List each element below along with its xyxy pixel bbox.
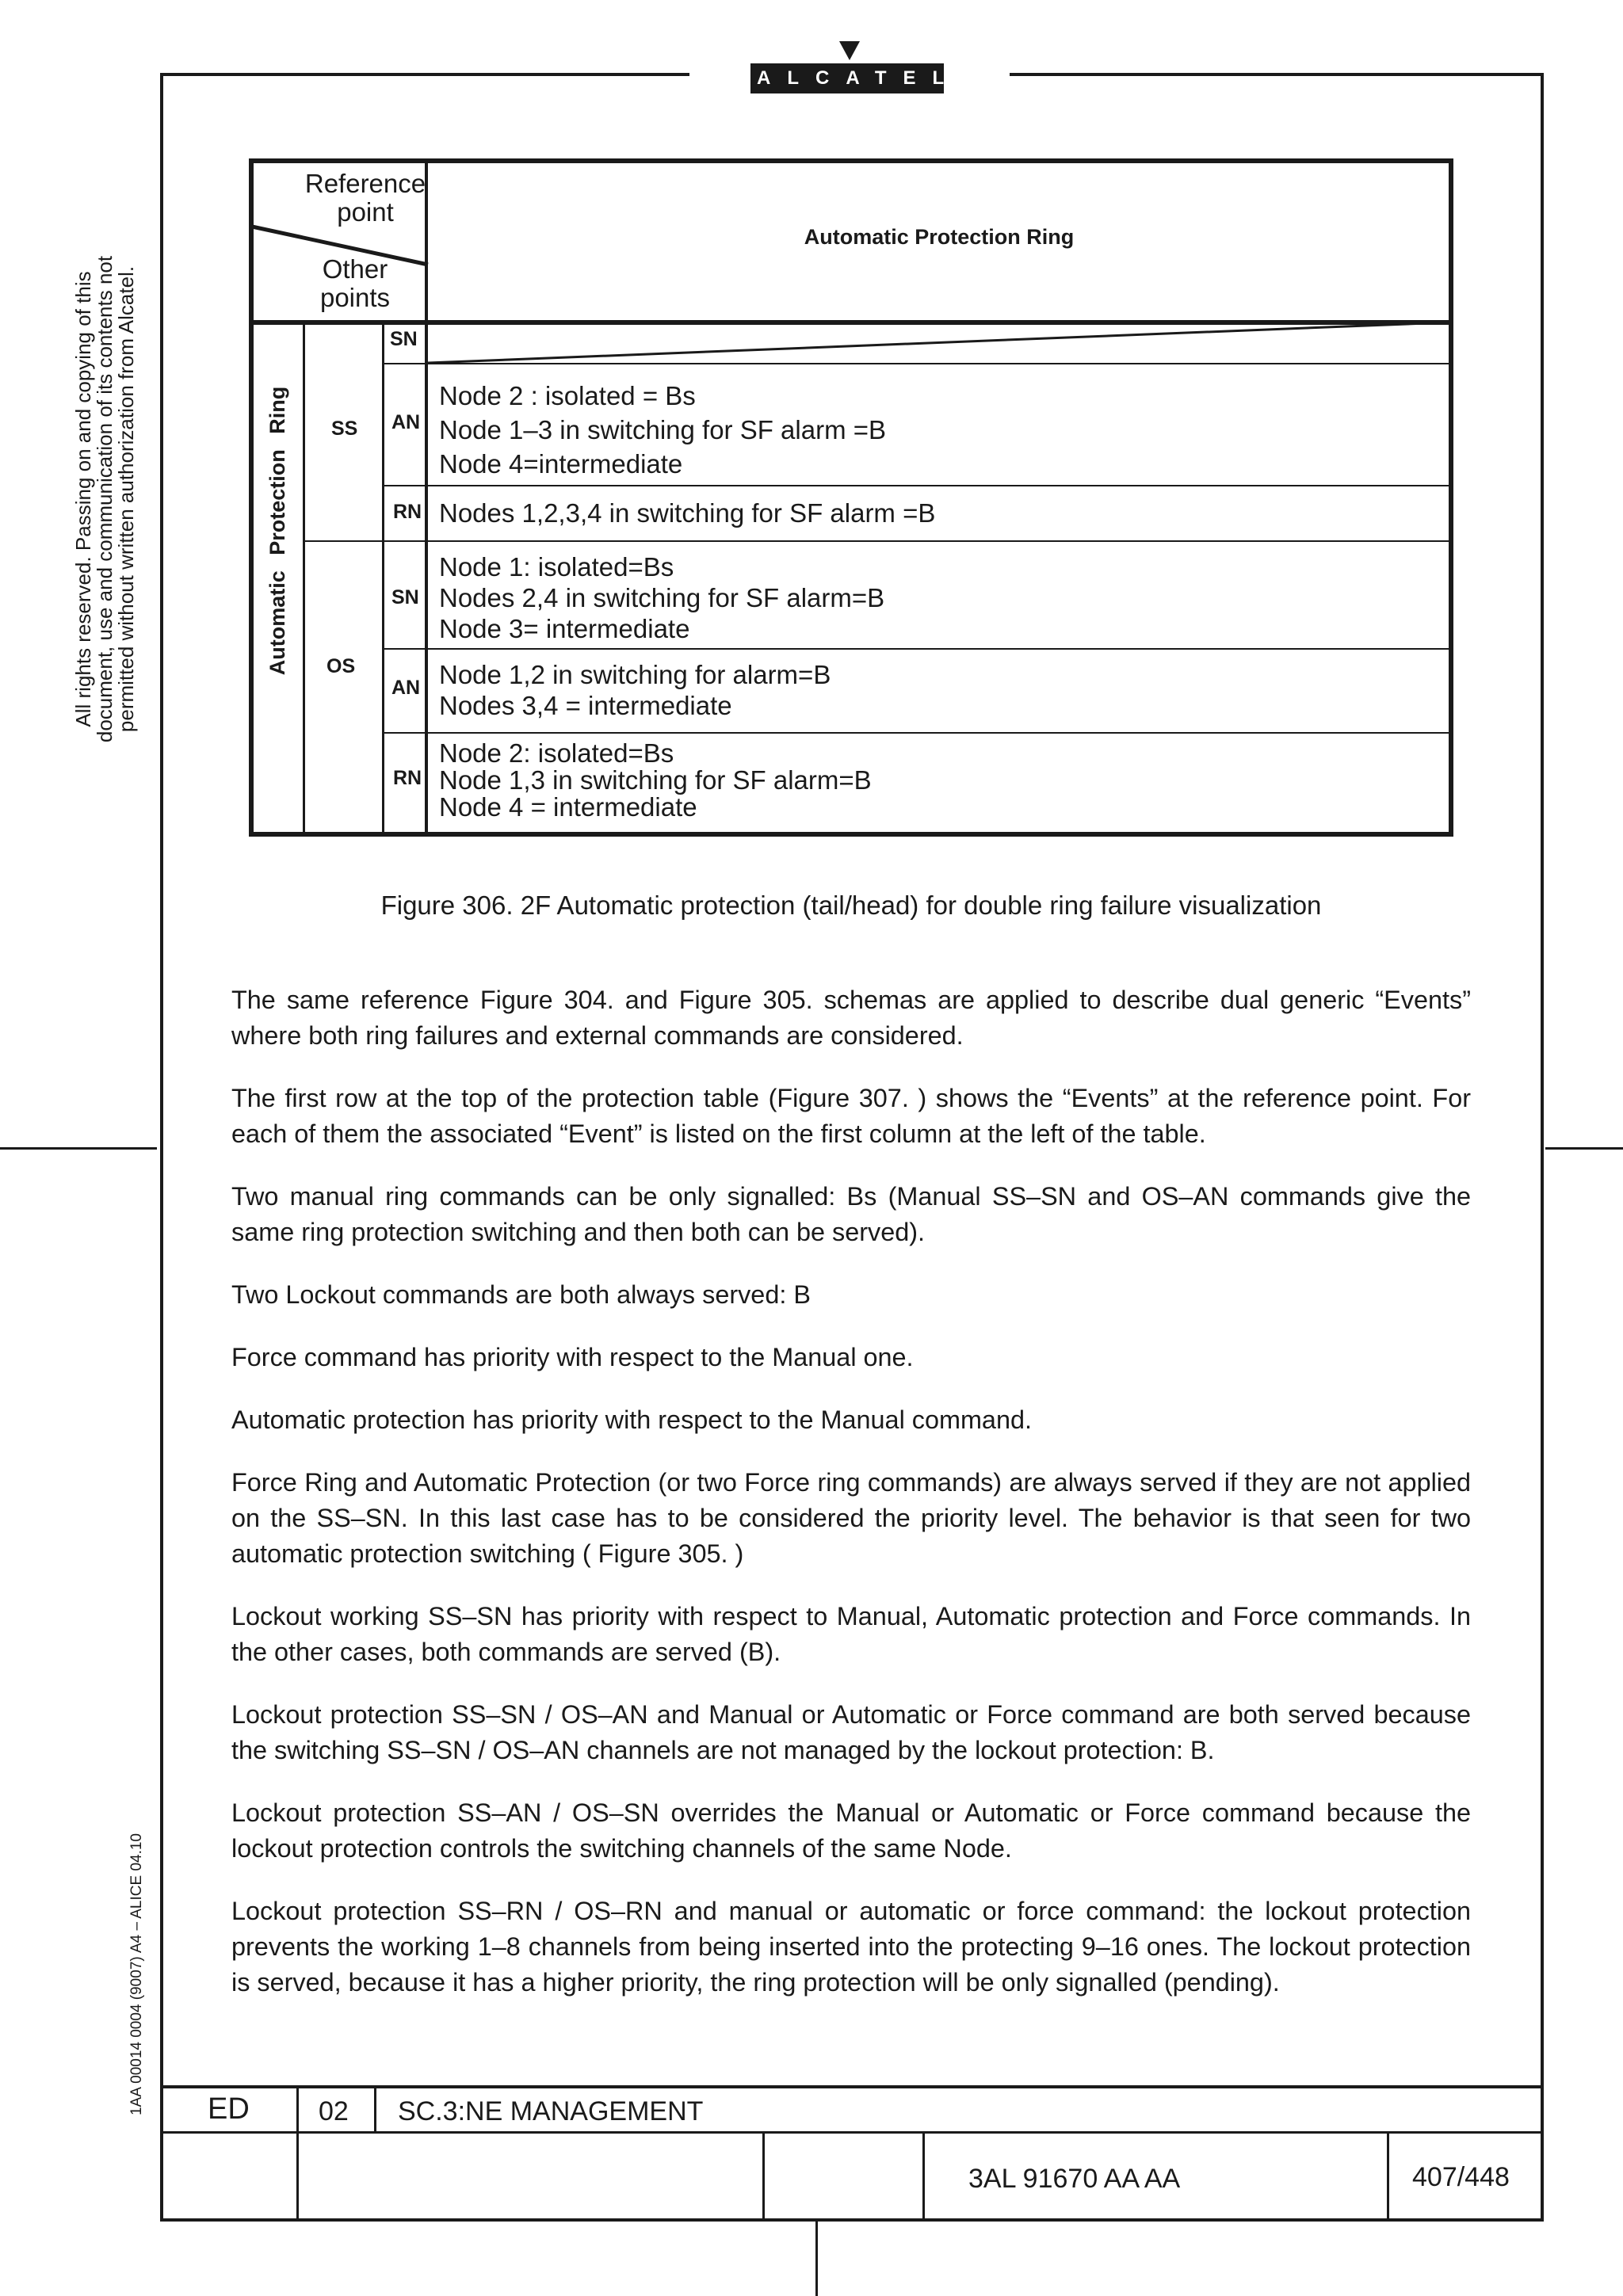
cell-os-rn: Node 2: isolated=Bs Node 1,3 in switching for SF alarm=B Node 4 = intermediate [439,738,872,822]
cell-os-an: Node 1,2 in switching for alarm=B Nodes 3,4 = intermediate [439,660,831,720]
paragraph: The same reference Figure 304. and Figure 305. schemas are applied to describe dual generic “Events” where both ring failures and external commands are considered. [231,986,1471,1050]
paragraph: Lockout protection SS–RN / OS–RN and manual or automatic or force command: the lockout protection prevents the working 1–8 channels from being inserted into the protecting 9–16 ones. The lockout protection is served, because it has a higher priority, the ring protection will be only signalled (pending). [231,1897,1471,1997]
ed-value: 02 [319,2096,349,2126]
document-number: 3AL 91670 AA AA [968,2164,1181,2194]
column-title: Automatic Protection Ring [804,225,1075,249]
group-label-os: OS [327,655,356,677]
sub-label-os-an: AN [391,677,421,699]
paragraph: Lockout protection SS–SN / OS–AN and Manual or Automatic or Force command are both served because the switching SS–SN / OS–AN channels are not managed by the lockout protection: B. [231,1700,1471,1764]
sub-label-ss-rn: RN [393,501,422,523]
sub-label-ss-an: AN [391,411,421,433]
cell-os-sn: Node 1: isolated=Bs Nodes 2,4 in switching for SF alarm=B Node 3= intermediate [439,552,885,643]
alcatel-logo: ALCATEL [750,63,944,93]
paragraph: Two Lockout commands are both always served: B [231,1280,811,1309]
paragraph: Force command has priority with respect to the Manual one. [231,1343,914,1371]
paragraph: Automatic protection has priority with respect to the Manual command. [231,1405,1032,1434]
body-text [231,982,1471,2027]
section-title: SC.3:NE MANAGEMENT [398,2096,704,2126]
paragraph: The first row at the top of the protection table (Figure 307. ) shows the “Events” at the reference point. For each of them the associated “Event” is listed on the first column at the left of the table. [231,1084,1471,1148]
corner-reference-point: Reference point [304,169,426,227]
paragraph: Two manual ring commands can be only signalled: Bs (Manual SS–SN and OS–AN commands give the same ring protection switching and then both can be served). [231,1182,1471,1246]
corner-other-points: Other points [319,254,391,312]
page-number: 407/448 [1412,2162,1510,2192]
margin-tick-bottom [815,2222,818,2296]
ed-label: ED [208,2092,250,2126]
margin-tick-right [1545,1147,1623,1150]
cell-ss-an: Node 2 : isolated = Bs Node 1–3 in switching for SF alarm =B Node 4=intermediate [439,381,887,479]
frame-bottom [160,2218,1544,2222]
paragraph: Force Ring and Automatic Protection (or two Force ring commands) are always served if they are not applied on the SS–SN. In this last case has to be considered the priority level. The behavior is that seen for two automatic protection switching ( Figure 305. ) [231,1468,1471,1568]
paragraph: Lockout protection SS–AN / OS–SN overrides the Manual or Automatic or Force command because the lockout protection controls the switching channels of the same Node. [231,1798,1471,1863]
sub-label-ss-sn: SN [390,328,418,350]
cell-ss-rn: Nodes 1,2,3,4 in switching for SF alarm =B [439,498,936,528]
paragraph: Lockout working SS–SN has priority with respect to Manual, Automatic protection and Force commands. In the other cases, both commands are served (B). [231,1602,1471,1666]
margin-tick-left [0,1147,157,1150]
sub-label-os-sn: SN [391,586,419,608]
sub-label-os-rn: RN [393,767,422,789]
group-label-ss: SS [331,418,358,440]
form-reference: 1AA 00014 0004 (9007) A4 – ALICE 04.10 [128,1833,145,2116]
row-group-title: Automatic Protection Ring [265,386,289,676]
copyright-notice: All rights reserved. Passing on and copying of this document, use and communication of its contents not permitted without written authorization from Alcatel. [71,255,138,743]
figure-caption: Figure 306. 2F Automatic protection (tail/head) for double ring failure visualization [380,891,1322,920]
